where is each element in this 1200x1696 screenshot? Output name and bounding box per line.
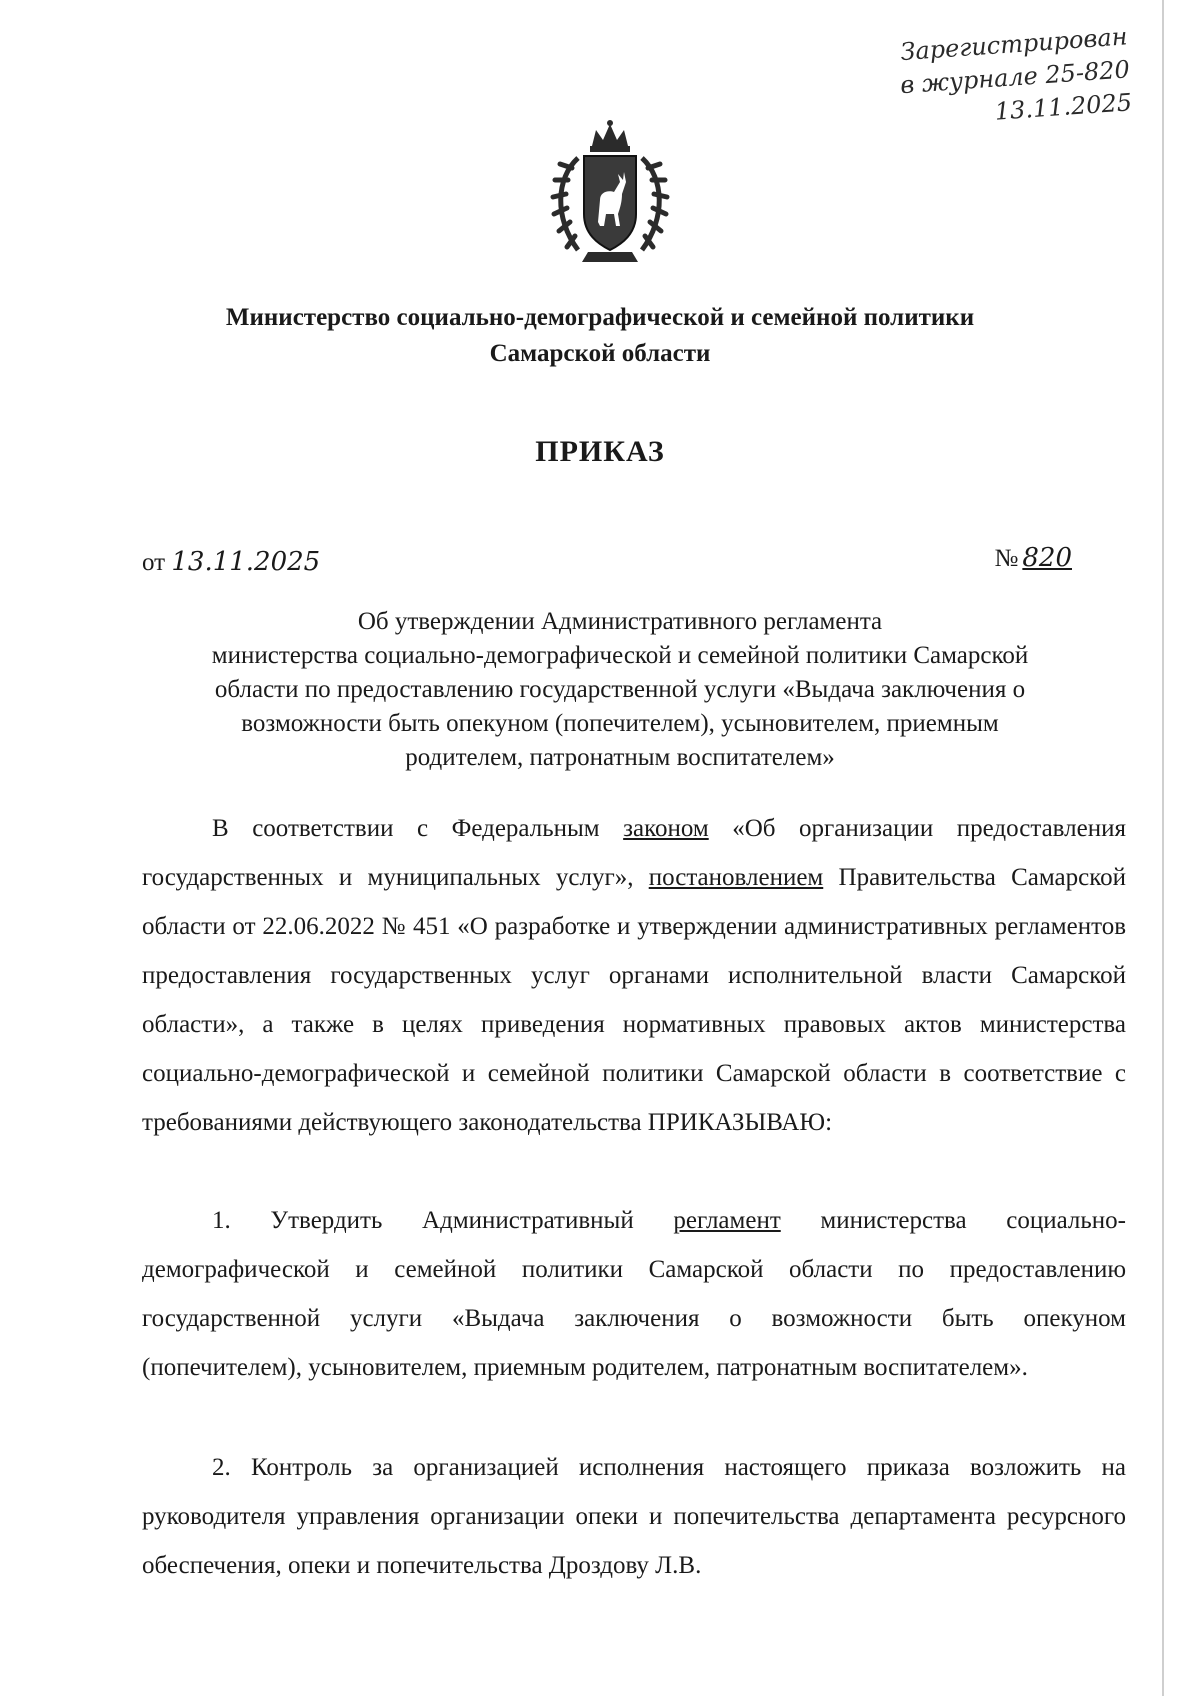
regulation-link[interactable]: регламент: [673, 1207, 781, 1234]
handwritten-number: 820: [1022, 543, 1072, 573]
handwritten-date: 13.11.2025: [171, 547, 321, 577]
samara-coat-of-arms-icon: [548, 118, 672, 268]
resolution-link[interactable]: постановлением: [648, 864, 824, 891]
preamble-text: «Об организации предоставления государственных и муниципальных услуг»,: [142, 815, 1126, 891]
preamble-text: Правительства Самарской области от 22.06.2022 № 451 «О разработке и утверждении административных регламентов предоставления государственных услуг органами исполнительной власти Самарской области», а также в целях приведения нормативных правовых актов министерства социально-демографической и семейной политики Самарской области в соответствие с требованиями действующего законодательства ПРИКАЗЫВАЮ:: [142, 864, 1126, 1136]
date-prefix: от: [142, 549, 166, 576]
handwritten-note-line: в журнале 25-820: [899, 55, 1131, 100]
order-item-1: [142, 1196, 1126, 1392]
scan-edge-line: [1162, 0, 1164, 1696]
order-title: ПРИКАЗ: [535, 435, 665, 468]
order-number: [995, 543, 1073, 573]
order-item-2: [142, 1443, 1126, 1590]
federal-law-link[interactable]: законом: [623, 815, 709, 842]
handwritten-registration-note: [847, 20, 1133, 138]
preamble-text: В соответствии с Федеральным: [212, 815, 624, 842]
subject-line: Об утверждении Административного регламента: [357, 608, 883, 635]
number-prefix: №: [994, 545, 1019, 572]
ministry-header: [0, 300, 1200, 372]
ministry-name-line2: Самарской области: [489, 340, 711, 367]
subject-line: области по предоставлению государственной услуги «Выдача заключения о: [214, 676, 1026, 703]
order-subject: [150, 605, 1090, 775]
item-text: 2. Контроль за организацией исполнения настоящего приказа возложить на руководителя управления организации опеки и попечительства департамента ресурсного обеспечения, опеки и попечительства Дроздову Л.В.: [142, 1454, 1126, 1579]
subject-line: родителем, патронатным воспитателем»: [405, 744, 835, 771]
order-date: [142, 547, 320, 577]
subject-line: министерства социально-демографической и семейной политики Самарской: [211, 642, 1029, 669]
preamble-paragraph: [142, 804, 1126, 1147]
item-text: министерства социально-демографической и семейной политики Самарской области по предоставлению государственной услуги «Выдача заключения о возможности быть опекуном (попечителем), усыновителем, приемным родителем, патронатным воспитателем».: [142, 1207, 1126, 1381]
item-text: 1. Утвердить Административный: [212, 1207, 674, 1234]
handwritten-note-line: 13.11.2025: [993, 88, 1133, 126]
subject-line: возможности быть опекуном (попечителем), усыновителем, приемным: [241, 710, 999, 737]
handwritten-note-line: Зарегистрирован: [899, 22, 1129, 67]
ministry-name-line1: Министерство социально-демографической и семейной политики: [225, 304, 975, 331]
